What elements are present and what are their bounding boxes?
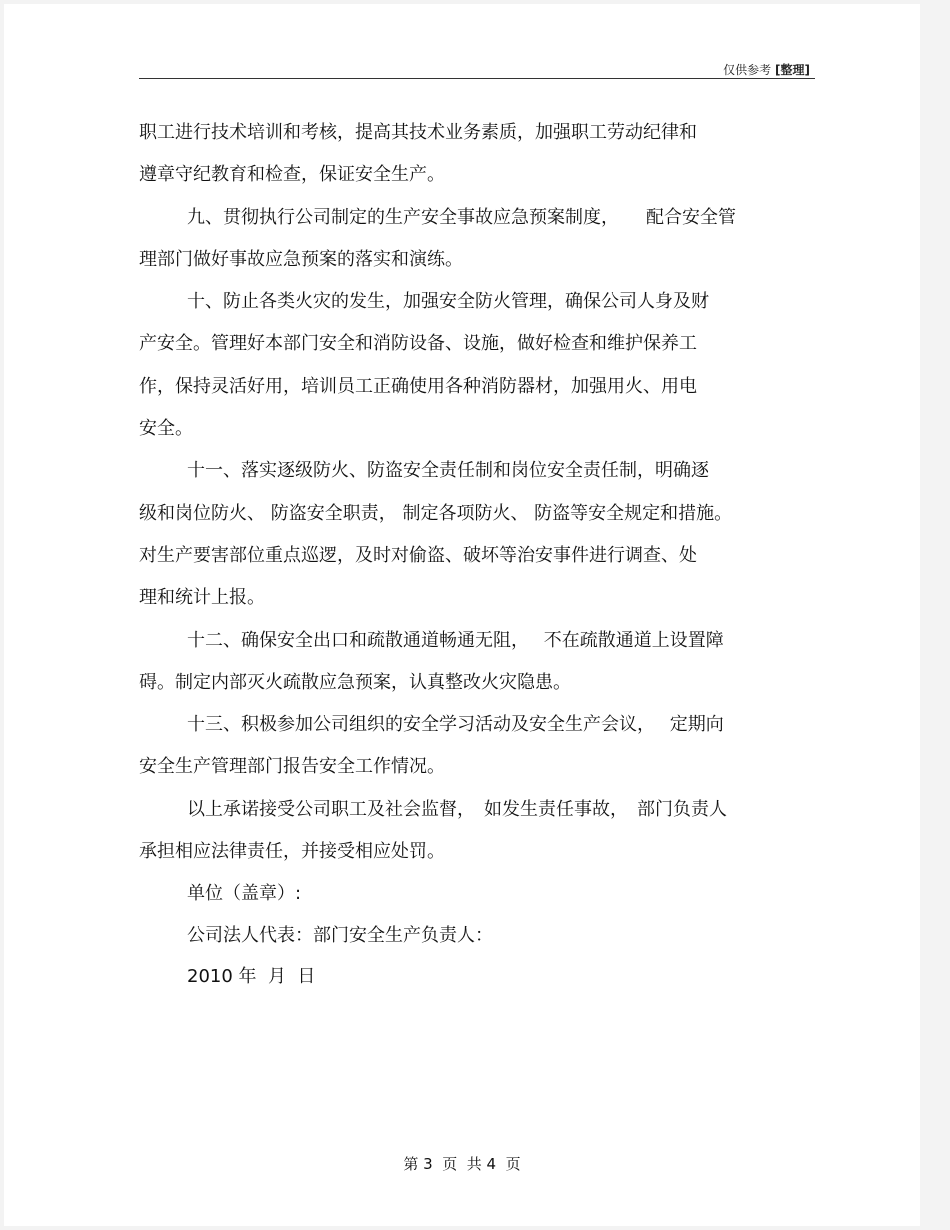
body-line: 碍。制定内部灭火疏散应急预案，认真整改火灾隐患。 [139, 671, 571, 693]
header-rule [139, 78, 815, 79]
body-line: 理部门做好事故应急预案的落实和演练。 [139, 248, 463, 270]
signature-representative: 公司法人代表：部门安全生产负责人： [187, 924, 493, 946]
body-line: 安全生产管理部门报告安全工作情况。 [139, 756, 445, 778]
header-tag: [整理] [775, 63, 810, 77]
commitment-paragraph-line: 以上承诺接受公司职工及社会监督， 如发生责任事故， 部门负责人 [187, 798, 727, 820]
body-line: 对生产要害部位重点巡逻，及时对偷盗、破坏等治安事件进行调查、处 [139, 544, 697, 566]
page-header [723, 61, 810, 78]
paragraph-12-line: 十二、确保安全出口和疏散通道畅通无阻， 不在疏散通道上设置障 [187, 629, 724, 651]
paragraph-11-line: 十一、落实逐级防火、防盗安全责任制和岗位安全责任制，明确逐 [187, 460, 709, 482]
signature-unit: 单位（盖章）: [187, 883, 302, 905]
document-body [139, 112, 815, 998]
body-line: 遵章守纪教育和检查，保证安全生产。 [139, 164, 445, 186]
body-line: 级和岗位防火、 防盗安全职责， 制定各项防火、 防盗等安全规定和措施。 [139, 502, 733, 524]
body-line: 产安全。管理好本部门安全和消防设备、设施，做好检查和维护保养工 [139, 333, 697, 355]
paragraph-13-line: 十三、积极参加公司组织的安全学习活动及安全生产会议， 定期向 [187, 714, 724, 736]
paragraph-9-line: 九、贯彻执行公司制定的生产安全事故应急预案制度， 配合安全管 [187, 206, 736, 228]
body-line: 作，保持灵活好用，培训员工正确使用各种消防器材，加强用火、用电 [139, 375, 697, 397]
body-line: 安全。 [139, 418, 193, 440]
body-line: 承担相应法律责任，并接受相应处罚。 [139, 841, 445, 863]
document-page [4, 4, 920, 1226]
page-number: 第 3 页 共 4 页 [403, 1155, 521, 1173]
body-line: 理和统计上报。 [139, 587, 265, 609]
header-text: 仅供参考 [723, 63, 772, 77]
paragraph-10-line: 十、防止各类火灾的发生，加强安全防火管理，确保公司人身及财 [187, 291, 709, 313]
signature-date: 2010 年 月 日 [187, 966, 316, 988]
body-line: 职工进行技术培训和考核，提高其技术业务素质，加强职工劳动纪律和 [139, 122, 697, 143]
